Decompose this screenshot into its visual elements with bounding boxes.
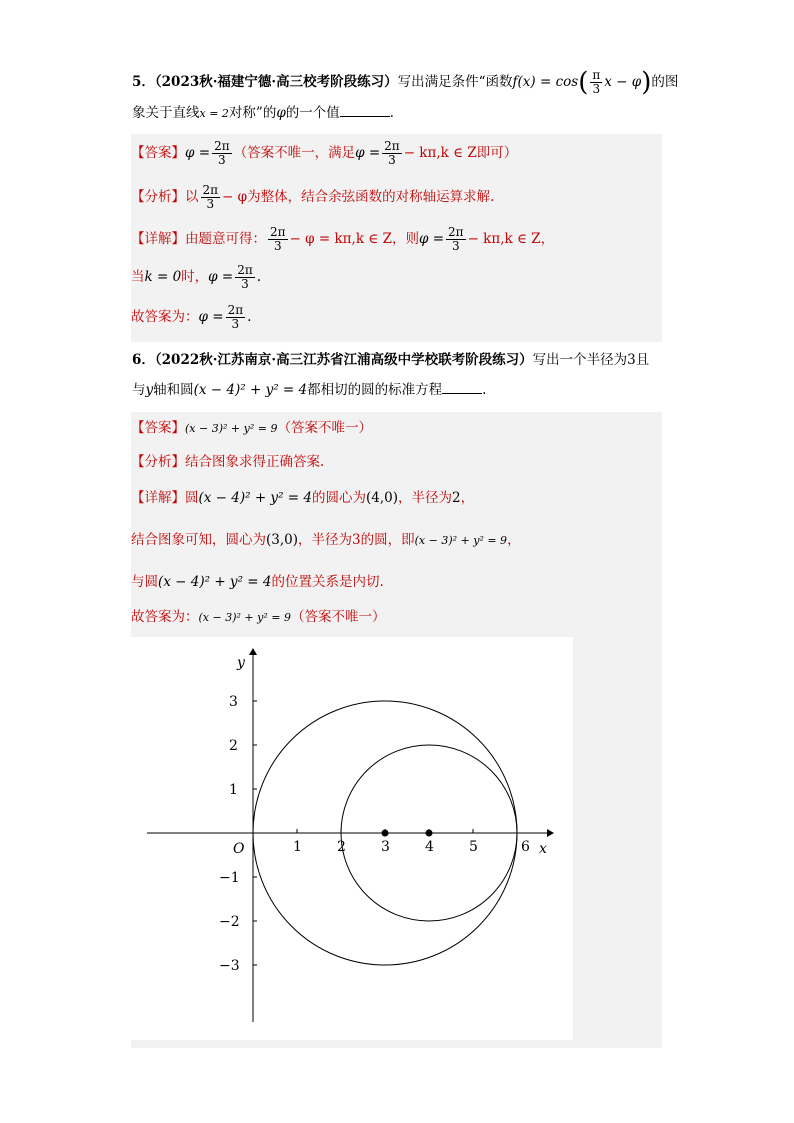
- detail-row-2: [131, 528, 521, 548]
- fraction: $\frac{2\pi}{3}$: [270, 225, 286, 253]
- math-text: k = 0: [144, 269, 182, 285]
- y-axis-label: y: [237, 655, 245, 671]
- detail-text: − φ = kπ,k ∈ Z，则: [289, 231, 419, 247]
- question-6: [132, 345, 662, 405]
- function-expression: f(x) = cos: [512, 74, 579, 90]
- y-tick-label: 2: [229, 738, 238, 754]
- analysis-text: 以: [185, 189, 199, 205]
- question-number: 6．: [132, 352, 155, 368]
- question-text: ．: [389, 104, 404, 121]
- y-tick-label: 1: [229, 782, 238, 798]
- fraction: $\frac{2\pi}{3}$: [227, 303, 244, 331]
- question-source: （2022秋·江苏南京·高三江苏省江浦高级中学校联考阶段练习）: [154, 352, 533, 368]
- math-text: (x − 3)² + y² = 9: [198, 611, 291, 624]
- question-source: （2023秋·福建宁德·高三校考阶段练习）: [154, 74, 398, 90]
- math-text: φ =: [355, 145, 381, 161]
- y-tick-label: −2: [219, 914, 240, 930]
- answer-note: （答案不唯一）: [277, 420, 372, 436]
- center-point: [382, 830, 389, 837]
- detail-text: 故答案为：: [131, 309, 199, 325]
- detail-row-4: [131, 605, 385, 625]
- answer-row: [131, 140, 517, 167]
- origin-label: O: [233, 841, 245, 857]
- question-text: 象关于直线: [132, 104, 200, 121]
- answer-note: （答案不唯一，满足: [233, 145, 356, 161]
- analysis-row: [131, 450, 324, 470]
- detail-text: 结合图象可知，圆心为: [131, 532, 266, 548]
- math-text: (4,0): [365, 490, 398, 506]
- detail-text: .: [247, 309, 252, 325]
- question-number: 5．: [132, 74, 155, 90]
- detail-tag: 【详解】: [131, 231, 185, 247]
- circle-figure: [131, 637, 573, 1040]
- math-text: y: [145, 382, 154, 398]
- detail-row-3: [131, 570, 384, 590]
- analysis-tag: 【分析】: [131, 189, 185, 205]
- x-tick-label: 1: [293, 839, 302, 855]
- detail-text: 时，: [181, 269, 209, 285]
- detail-text: 故答案为：: [131, 609, 199, 625]
- analysis-text: − φ为整体，结合余弦函数的对称轴运算求解.: [222, 189, 495, 205]
- answer-tag: 【答案】: [131, 145, 185, 161]
- phi-symbol: φ: [276, 104, 286, 121]
- detail-text: ，半径为3的圆，即: [298, 532, 415, 548]
- detail-text: 由题意可得：: [185, 231, 266, 247]
- math-text: (x − 4)² + y² = 4: [158, 574, 272, 590]
- fraction: $\frac{2\pi}{3}$: [202, 183, 219, 211]
- x-tick-label: 6: [521, 839, 530, 855]
- detail-text: 当: [131, 269, 145, 285]
- question-text: 的图: [651, 74, 679, 90]
- detail-text: .: [256, 269, 262, 285]
- question-text: 写出一个半径为3且: [532, 352, 650, 368]
- detail-text: 与圆: [131, 574, 158, 590]
- fraction: $\frac{2\pi}{3}$: [448, 225, 464, 253]
- analysis-text: 结合图象求得正确答案.: [185, 454, 325, 470]
- fraction: $\frac{\pi}{3}$: [592, 68, 601, 96]
- question-text: 都相切的圆的标准方程: [307, 382, 443, 398]
- question-text: .: [482, 382, 487, 398]
- math-text: (3,0): [266, 532, 299, 548]
- detail-text: 圆: [185, 490, 199, 506]
- center-point: [426, 830, 433, 837]
- y-tick-label: 3: [229, 694, 238, 710]
- x-axis-label: x: [539, 841, 547, 857]
- fraction: $\frac{2\pi}{3}$: [214, 139, 230, 167]
- detail-text: ，: [460, 490, 475, 506]
- analysis-tag: 【分析】: [131, 454, 185, 470]
- question-text: 轴和圆: [153, 382, 194, 398]
- detail-text: ，半径为: [397, 490, 452, 506]
- q5-solution: [131, 134, 662, 342]
- line-equation: x = 2: [199, 106, 229, 120]
- detail-text: 的位置关系是内切.: [271, 574, 384, 590]
- x-tick-label: 5: [469, 839, 478, 855]
- detail-tag: 【详解】: [131, 490, 185, 506]
- detail-text: 的圆心为: [311, 490, 366, 506]
- math-text: (x − 3)² + y² = 9: [414, 534, 508, 547]
- detail-text: − kπ,k ∈ Z，: [467, 231, 555, 247]
- math-text: φ =: [198, 309, 224, 325]
- analysis-row: [131, 184, 494, 211]
- detail-row: [131, 226, 554, 253]
- question-text: 与: [132, 382, 146, 398]
- function-argument: x − φ: [604, 74, 642, 90]
- question-text: 写出满足条件“函数: [397, 74, 513, 90]
- detail-row-2: [131, 264, 261, 291]
- x-tick-label: 3: [381, 839, 390, 855]
- y-tick-label: −3: [219, 958, 240, 974]
- answer-tag: 【答案】: [131, 420, 185, 436]
- math-text: φ =: [418, 231, 445, 247]
- coordinate-plot: [131, 637, 573, 1040]
- answer-note: （答案不唯一）: [290, 609, 386, 625]
- math-text: φ =: [208, 269, 234, 285]
- answer-row: [131, 416, 372, 436]
- detail-row: [131, 486, 474, 506]
- question-text: 对称”的: [228, 104, 277, 121]
- fraction: $\frac{2\pi}{3}$: [384, 139, 400, 167]
- question-5: 5．（2023秋·福建宁德·高三校考阶段练习）写出满足条件“函数f(x) = cos( $\frac{\pi}{3}$ x − φ)的图 象关于直线x = 2对称”的φ的一个值 ．: [132, 67, 679, 121]
- question-text: 的一个值: [285, 104, 340, 121]
- y-tick-label: −1: [219, 870, 240, 886]
- math-text: (x − 4)² + y² = 4: [198, 490, 312, 506]
- answer-note: − kπ,k ∈ Z即可）: [403, 145, 518, 161]
- circle-equation: (x − 4)² + y² = 4: [193, 382, 308, 398]
- answer-blank: [442, 379, 482, 394]
- math-text: 2: [451, 490, 461, 506]
- detail-row-3: [131, 304, 251, 331]
- x-tick-label: 2: [337, 839, 346, 855]
- math-text: (x − 3)² + y² = 9: [185, 422, 278, 435]
- x-tick-label: 4: [425, 839, 434, 855]
- answer-blank: [340, 102, 390, 117]
- math-text: φ =: [185, 145, 211, 161]
- fraction: $\frac{2\pi}{3}$: [237, 263, 253, 291]
- detail-text: ，: [507, 532, 521, 548]
